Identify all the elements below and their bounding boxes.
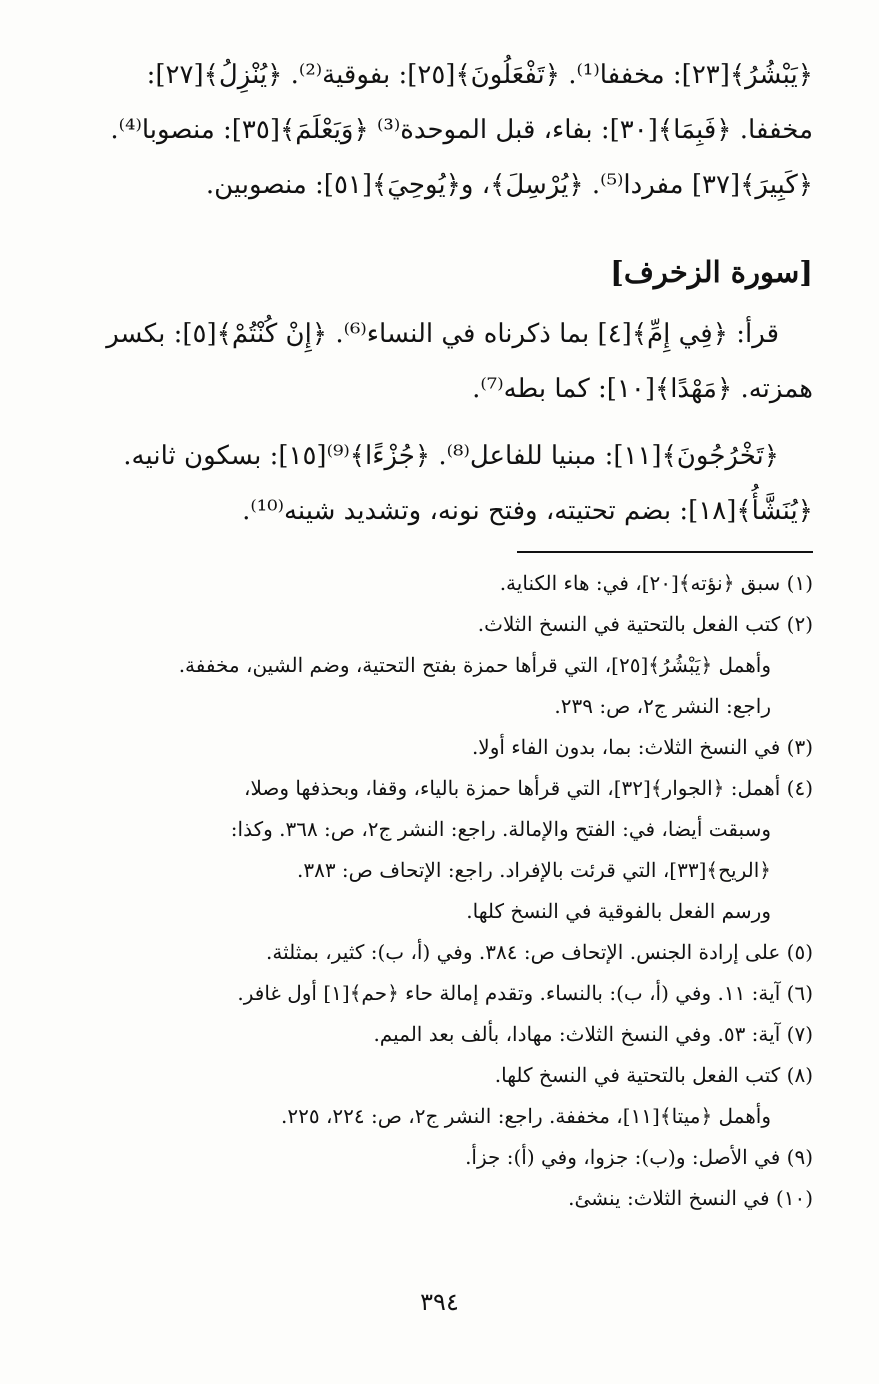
main-text bbox=[54, 48, 813, 539]
footnotes bbox=[54, 563, 813, 1219]
footnote-7: (٧) آية: ٥٣. وفي النسخ الثلاث: مهادا، بألف بعد الميم. bbox=[373, 1022, 813, 1046]
page-number: ٣٩٤ bbox=[420, 1288, 459, 1316]
footnote-5: (٥) على إرادة الجنس. الإتحاف ص: ٣٨٤. وفي (أ، ب): كثير، بمثلثة. bbox=[266, 940, 813, 964]
text-line-3: ﴿كَبِيرَ﴾[٣٧] مفردا⁽⁵⁾. ﴿يُرْسِلَ﴾، و﴿يُوحِيَ﴾[٥١]: منصوبين. bbox=[205, 170, 813, 200]
footnote-4-cont-2: ﴿الريح﴾[٣٣]، التي قرئت بالإفراد. راجع: الإتحاف ص: ٣٨٣. bbox=[296, 858, 771, 882]
footnote-10: (١٠) في النسخ الثلاث: ينشئ. bbox=[568, 1186, 813, 1210]
footnote-4: (٤) أهمل: ﴿الجوار﴾[٣٢]، التي قرأها حمزة بالياء، وقفا، وبحذفها وصلا، bbox=[244, 776, 813, 800]
surah-line-4: ﴿يُنَشَّأُ﴾[١٨]: بضم تحتيته، وفتح نونه، وتشديد شينه⁽¹⁰⁾. bbox=[242, 496, 813, 526]
surah-heading: [سورة الزخرف] bbox=[610, 255, 813, 289]
footnote-4-cont-3: ورسم الفعل بالفوقية في النسخ كلها. bbox=[466, 899, 771, 923]
surah-line-3: ﴿تَخْرُجُونَ﴾[١١]: مبنيا للفاعل⁽⁸⁾. ﴿جُزْءًا﴾⁽⁹⁾[١٥]: بسكون ثانيه. bbox=[123, 441, 779, 471]
footnote-1: (١) سبق ﴿نؤته﴾[٢٠]، في: هاء الكناية. bbox=[499, 571, 813, 595]
footnote-8: (٨) كتب الفعل بالتحتية في النسخ كلها. bbox=[494, 1063, 813, 1087]
footnote-6: (٦) آية: ١١. وفي (أ، ب): بالنساء. وتقدم إمالة حاء ﴿حم﴾[١] أول غافر. bbox=[237, 981, 813, 1005]
footnote-8-cont-1: وأهمل ﴿ميتا﴾[١١]، مخففة. راجع: النشر ج٢، ص: ٢٢٤، ٢٢٥. bbox=[281, 1104, 771, 1128]
footnote-9: (٩) في الأصل: و(ب): جزوا، وفي (أ): جزأ. bbox=[465, 1145, 813, 1169]
surah-line-2: همزته. ﴿مَهْدًا﴾[١٠]: كما بطه⁽⁷⁾. bbox=[472, 374, 813, 404]
footnote-divider bbox=[517, 551, 813, 553]
footnote-2-cont-2: راجع: النشر ج٢، ص: ٢٣٩. bbox=[554, 694, 771, 718]
footnote-2-cont-1: وأهمل ﴿يَبْشُرُ﴾[٢٥]، التي قرأها حمزة بفتح التحتية، وضم الشين، مخففة. bbox=[178, 653, 771, 677]
footnote-2: (٢) كتب الفعل بالتحتية في النسخ الثلاث. bbox=[477, 612, 813, 636]
footnote-3: (٣) في النسخ الثلاث: بما، بدون الفاء أولا. bbox=[471, 735, 813, 759]
text-line-2: مخففا. ﴿فَبِمَا﴾[٣٠]: بفاء، قبل الموحدة⁽³⁾ ﴿وَيَعْلَمَ﴾[٣٥]: منصوبا⁽⁴⁾. bbox=[110, 115, 813, 145]
text-line-1: ﴿يَبْشُرُ﴾[٢٣]: مخففا⁽¹⁾. ﴿تَفْعَلُونَ﴾[٢٥]: بفوقية⁽²⁾. ﴿يُنْزِلُ﴾[٢٧]: bbox=[146, 60, 813, 90]
surah-line-1: قرأ: ﴿فِي إِمِّ﴾[٤] بما ذكرناه في النساء⁽⁶⁾. ﴿إِنْ كُنْتُمْ﴾[٥]: بكسر bbox=[106, 319, 779, 349]
footnote-4-cont-1: وسبقت أيضا، في: الفتح والإمالة. راجع: النشر ج٢، ص: ٣٦٨. وكذا: bbox=[230, 817, 771, 841]
